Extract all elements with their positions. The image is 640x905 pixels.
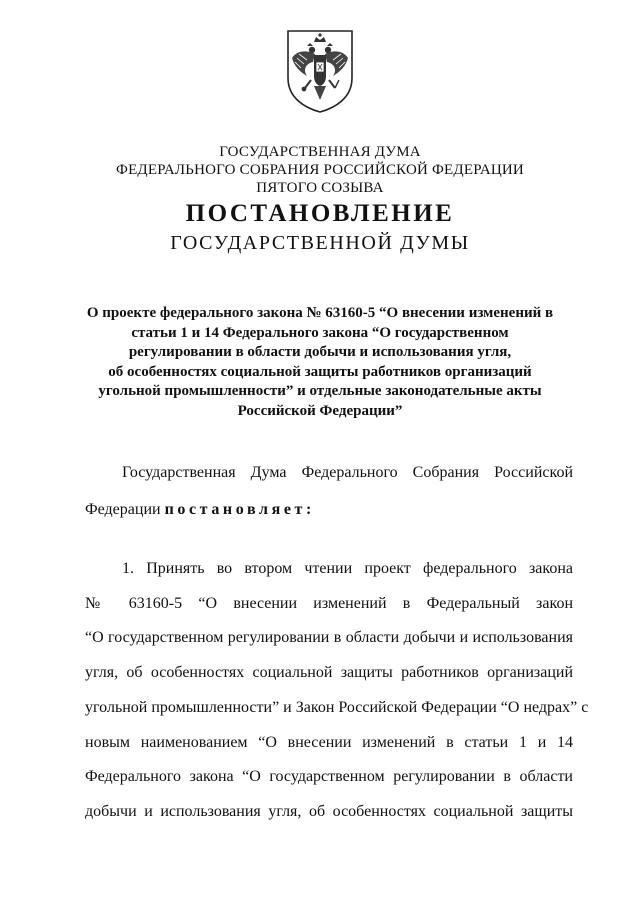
preamble-text: Федерации bbox=[85, 501, 161, 518]
body-line: добычи и использования угля, об особенностях социальной защиты bbox=[85, 803, 573, 820]
document-title: ПОСТАНОВЛЕНИЕ bbox=[185, 200, 455, 227]
header-line-duma: ГОСУДАРСТВЕННАЯ ДУМА bbox=[219, 144, 421, 160]
body-line: Федерального закона “О государственном регулировании в области bbox=[85, 768, 573, 785]
body-line: угольной промышленности” и Закон Российской Федерации “О недрах” с bbox=[85, 699, 589, 716]
body-line: 1. Принять во втором чтении проект федерального закона bbox=[122, 560, 573, 577]
body-line: угля, об особенностях социальной защиты работников организаций bbox=[85, 664, 573, 681]
body-line: № 63160-5 “О внесении изменений в Федеральный закон bbox=[85, 595, 573, 612]
resolves-word: постановляет: bbox=[164, 501, 315, 518]
document-subtitle: ГОСУДАРСТВЕННОЙ ДУМЫ bbox=[170, 232, 470, 254]
subject-line: об особенностях социальной защиты работников организаций bbox=[108, 363, 532, 380]
preamble-line: Государственная Дума Федерального Собрания Российской bbox=[122, 464, 573, 481]
subject-line: Российской Федерации” bbox=[237, 403, 403, 419]
subject-line: О проекте федерального закона № 63160-5 “О внесении изменений в bbox=[86, 305, 554, 321]
header-line-convocation: ПЯТОГО СОЗЫВА bbox=[256, 180, 384, 196]
body-line: новым наименованием “О внесении изменений в статьи 1 и 14 bbox=[85, 734, 573, 751]
subject-line: угольной промышленности” и отдельные законодательные акты bbox=[98, 383, 542, 400]
header-line-assembly: ФЕДЕРАЛЬНОГО СОБРАНИЯ РОССИЙСКОЙ ФЕДЕРАЦИИ bbox=[116, 162, 524, 178]
body-line: “О государственном регулировании в области добычи и использования bbox=[85, 629, 573, 646]
preamble-line bbox=[85, 501, 573, 519]
subject-line: статьи 1 и 14 Федерального закона “О государственном bbox=[131, 324, 509, 341]
subject-line: регулировании в области добычи и использования угля, bbox=[128, 344, 512, 361]
coat-of-arms-icon bbox=[285, 28, 355, 114]
